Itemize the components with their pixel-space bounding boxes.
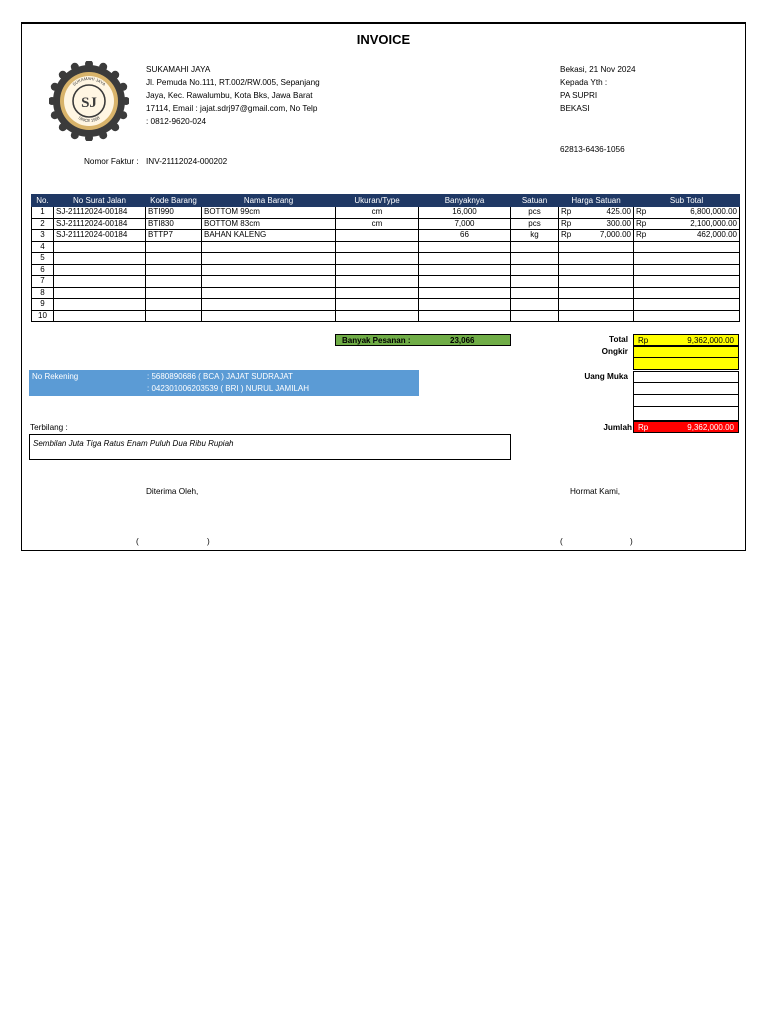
- column-header: Satuan: [511, 195, 559, 207]
- table-row: [32, 218, 740, 230]
- column-header: No.: [32, 195, 54, 207]
- quantity-cell: [419, 310, 511, 322]
- subtotal-cell: [634, 276, 740, 288]
- subtotal-cell: [634, 218, 740, 230]
- row-number: 5: [32, 253, 54, 265]
- table-row: [32, 241, 740, 253]
- row-number: 6: [32, 264, 54, 276]
- invoice-sheet: [21, 22, 746, 551]
- unit-price-cell: [559, 207, 634, 219]
- spelled-amount: Sembilan Juta Tiga Ratus Enam Puluh Dua Ribu Rupiah: [33, 439, 234, 448]
- size-type-cell: [336, 287, 419, 299]
- table-row: [32, 253, 740, 265]
- bank-account-line: : 042301006203539 ( BRI ) NURUL JAMILAH: [147, 384, 310, 393]
- unit-price-cell: [559, 276, 634, 288]
- currency-label: Rp: [636, 207, 647, 217]
- amount-value: 425.00: [606, 207, 631, 217]
- column-header: Ukuran/Type: [336, 195, 419, 207]
- size-type-cell: cm: [336, 207, 419, 219]
- unit-price-cell: [559, 264, 634, 276]
- currency-label: Rp: [636, 218, 647, 228]
- subtotal-cell: [634, 253, 740, 265]
- column-header: Kode Barang: [146, 195, 202, 207]
- unit-cell: [511, 253, 559, 265]
- amount-value-box: [633, 421, 739, 433]
- signature-close-paren: ): [207, 537, 210, 546]
- item-code-cell: [146, 276, 202, 288]
- item-code-cell: [146, 264, 202, 276]
- unit-price-cell: [559, 299, 634, 311]
- item-name-cell: [202, 299, 336, 311]
- logo-ring-bottom: SINCE 1998: [77, 115, 101, 124]
- column-header: Sub Total: [634, 195, 740, 207]
- amount-value: 7,000.00: [599, 230, 631, 240]
- amount-currency: Rp: [638, 423, 649, 432]
- column-header: Banyaknya: [419, 195, 511, 207]
- amount-label: Jumlah: [603, 423, 632, 432]
- delivery-note-cell: [54, 264, 146, 276]
- size-type-cell: [336, 299, 419, 311]
- bank-account-line: : 5680890686 ( BCA ) JAJAT SUDRAJAT: [147, 372, 293, 381]
- row-number: 1: [32, 207, 54, 219]
- quantity-cell: 66: [419, 230, 511, 242]
- row-number: 8: [32, 287, 54, 299]
- item-code-cell: BTI830: [146, 218, 202, 230]
- size-type-cell: [336, 253, 419, 265]
- down-payment-box-4: [633, 407, 739, 421]
- table-row: [32, 299, 740, 311]
- unit-cell: pcs: [511, 218, 559, 230]
- size-type-cell: [336, 264, 419, 276]
- recipient-to-label: Kepada Yth :: [560, 78, 608, 87]
- down-payment-box-3: [633, 395, 739, 407]
- order-count-label: Banyak Pesanan :: [342, 336, 411, 345]
- item-code-cell: [146, 241, 202, 253]
- row-number: 7: [32, 276, 54, 288]
- unit-price-cell: [559, 310, 634, 322]
- delivery-note-cell: [54, 276, 146, 288]
- subtotal-cell: [634, 207, 740, 219]
- item-name-cell: [202, 310, 336, 322]
- company-phone: : 0812-9620-024: [146, 117, 207, 126]
- column-header: Harga Satuan: [559, 195, 634, 207]
- column-header: Nama Barang: [202, 195, 336, 207]
- shipping-extra-box: [633, 358, 739, 370]
- unit-price-cell: [559, 218, 634, 230]
- company-address-line: 17114, Email : jajat.sdrj97@gmail.com, No Telp: [146, 104, 318, 113]
- recipient-name: PA SUPRI: [560, 91, 598, 100]
- recipient-phone: 62813-6436-1056: [560, 145, 625, 154]
- item-name-cell: [202, 253, 336, 265]
- row-number: 3: [32, 230, 54, 242]
- currency-label: Rp: [561, 230, 572, 240]
- company-address-line: Jl. Pemuda No.111, RT.002/RW.005, Sepanjang: [146, 78, 320, 87]
- subtotal-cell: [634, 230, 740, 242]
- row-number: 10: [32, 310, 54, 322]
- down-payment-box-2: [633, 383, 739, 395]
- size-type-cell: cm: [336, 218, 419, 230]
- table-row: [32, 310, 740, 322]
- invoice-title: INVOICE: [356, 32, 411, 47]
- bank-account-box: [29, 370, 419, 396]
- item-code-cell: [146, 287, 202, 299]
- amount-value: 462,000.00: [696, 230, 737, 240]
- size-type-cell: [336, 310, 419, 322]
- order-count-box: [335, 334, 511, 346]
- subtotal-cell: [634, 264, 740, 276]
- delivery-note-cell: [54, 253, 146, 265]
- delivery-note-cell: [54, 241, 146, 253]
- row-number: 9: [32, 299, 54, 311]
- spelled-label: Terbilang :: [30, 423, 68, 432]
- total-value: 9,362,000.00: [687, 336, 734, 345]
- unit-cell: [511, 287, 559, 299]
- size-type-cell: [336, 276, 419, 288]
- column-header: No Surat Jalan: [54, 195, 146, 207]
- quantity-cell: [419, 287, 511, 299]
- signature-open-paren: (: [560, 537, 563, 546]
- unit-cell: kg: [511, 230, 559, 242]
- quantity-cell: [419, 264, 511, 276]
- delivery-note-cell: SJ-21112024-00184: [54, 207, 146, 219]
- item-code-cell: BTI990: [146, 207, 202, 219]
- invoice-number-label: Nomor Faktur :: [84, 157, 139, 166]
- unit-price-cell: [559, 287, 634, 299]
- company-info: [146, 63, 320, 128]
- subtotal-cell: [634, 299, 740, 311]
- items-table: [31, 194, 740, 322]
- spelled-amount-box: [29, 434, 511, 460]
- recipient-info: [560, 63, 636, 115]
- item-name-cell: BOTTOM 83cm: [202, 218, 336, 230]
- table-row: [32, 287, 740, 299]
- unit-cell: [511, 264, 559, 276]
- company-logo: [49, 61, 129, 141]
- unit-cell: [511, 276, 559, 288]
- quantity-cell: [419, 241, 511, 253]
- delivery-note-cell: [54, 310, 146, 322]
- table-header-row: [32, 195, 740, 207]
- quantity-cell: 16,000: [419, 207, 511, 219]
- table-row: [32, 264, 740, 276]
- currency-label: Rp: [636, 230, 647, 240]
- amount-value: 9,362,000.00: [687, 423, 734, 432]
- item-code-cell: [146, 310, 202, 322]
- quantity-cell: [419, 276, 511, 288]
- unit-price-cell: [559, 230, 634, 242]
- total-value-box: [633, 334, 739, 346]
- size-type-cell: [336, 241, 419, 253]
- item-name-cell: BOTTOM 99cm: [202, 207, 336, 219]
- item-name-cell: [202, 276, 336, 288]
- unit-cell: [511, 241, 559, 253]
- table-row: [32, 276, 740, 288]
- unit-price-cell: [559, 241, 634, 253]
- currency-label: Rp: [561, 218, 572, 228]
- received-by-label: Diterima Oleh,: [146, 487, 199, 496]
- row-number: 4: [32, 241, 54, 253]
- logo-ring-top: SUKAMAHI JAYA: [71, 75, 107, 87]
- delivery-note-cell: SJ-21112024-00184: [54, 218, 146, 230]
- down-payment-box: [633, 371, 739, 383]
- invoice-number: INV-21112024-000202: [146, 157, 228, 166]
- table-row: [32, 230, 740, 242]
- table-row: [32, 207, 740, 219]
- unit-price-cell: [559, 253, 634, 265]
- delivery-note-cell: [54, 287, 146, 299]
- amount-value: 6,800,000.00: [690, 207, 737, 217]
- order-count-value: 23,066: [450, 336, 475, 345]
- item-name-cell: [202, 264, 336, 276]
- item-name-cell: [202, 287, 336, 299]
- down-payment-label: Uang Muka: [584, 372, 628, 381]
- company-name: SUKAMAHI JAYA: [146, 65, 211, 74]
- item-code-cell: [146, 299, 202, 311]
- shipping-label: Ongkir: [601, 347, 628, 356]
- subtotal-cell: [634, 310, 740, 322]
- total-label: Total: [609, 335, 628, 344]
- delivery-note-cell: [54, 299, 146, 311]
- subtotal-cell: [634, 241, 740, 253]
- regards-label: Hormat Kami,: [570, 487, 621, 496]
- item-code-cell: BTTP7: [146, 230, 202, 242]
- amount-value: 2,100,000.00: [690, 218, 737, 228]
- item-code-cell: [146, 253, 202, 265]
- company-address-line: Jaya, Kec. Rawalumbu, Kota Bks, Jawa Barat: [146, 91, 313, 100]
- quantity-cell: 7,000: [419, 218, 511, 230]
- quantity-cell: [419, 253, 511, 265]
- subtotal-cell: [634, 287, 740, 299]
- item-name-cell: BAHAN KALENG: [202, 230, 336, 242]
- logo-monogram: SJ: [81, 95, 97, 111]
- row-number: 2: [32, 218, 54, 230]
- unit-cell: pcs: [511, 207, 559, 219]
- unit-cell: [511, 299, 559, 311]
- quantity-cell: [419, 299, 511, 311]
- signature-close-paren: ): [630, 537, 633, 546]
- size-type-cell: [336, 230, 419, 242]
- unit-cell: [511, 310, 559, 322]
- item-name-cell: [202, 241, 336, 253]
- invoice-date: Bekasi, 21 Nov 2024: [560, 65, 636, 74]
- total-currency: Rp: [638, 336, 649, 345]
- currency-label: Rp: [561, 207, 572, 217]
- amount-value: 300.00: [606, 218, 631, 228]
- bank-label: No Rekening: [32, 372, 79, 381]
- signature-open-paren: (: [136, 537, 139, 546]
- shipping-value-box: [633, 346, 739, 358]
- delivery-note-cell: SJ-21112024-00184: [54, 230, 146, 242]
- recipient-city: BEKASI: [560, 104, 590, 113]
